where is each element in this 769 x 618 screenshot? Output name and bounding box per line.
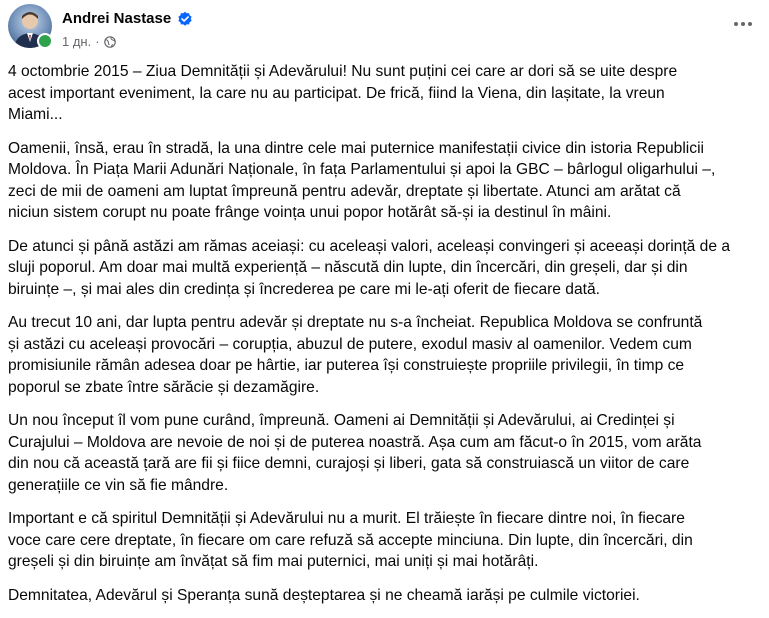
more-options-icon xyxy=(734,22,738,26)
post-header xyxy=(8,4,769,56)
author-avatar[interactable] xyxy=(8,4,52,48)
post-timestamp[interactable]: 1 дн. xyxy=(62,34,92,49)
more-options-button[interactable] xyxy=(729,14,757,34)
post-meta xyxy=(62,34,116,49)
more-options-icon-dot xyxy=(748,22,752,26)
post-paragraph: Au trecut 10 ani, dar lupta pentru adevăr și dreptate nu s-a încheiat. Republica Moldova se confruntă și astăzi cu aceleași provocări – corupția, abuzul de putere, exodul masiv al oamenilor. Vedem cum promisiunile rămân adesea doar pe hârtie, iar puterea își construiește propriile privilegii, în timp ce poporul se zbate între sărăcie și dezamăgire. xyxy=(8,314,703,396)
meta-separator: · xyxy=(95,34,100,49)
globe-icon[interactable] xyxy=(104,36,116,48)
verified-badge-icon xyxy=(177,11,193,27)
post-paragraph: Un nou început îl vom pune curând, împreună. Oameni ai Demnității și Adevărului, ai Credinței și Curajului – Moldova are nevoie de noi și de puterea noastră. Așa cum am făcut-o în 2015, vom arăta din nou că această țară are fii și fiice demni, curajoși și liberi, gata să construiască un viitor de care generațiile ce vin să fie mândre. xyxy=(8,412,702,494)
post-paragraph: Important e că spiritul Demnității și Adevărului nu a murit. El trăiește în fiecare dintre noi, în fiecare voce care cere dreptate, în fiecare om care refuză să accepte minciuna. Din lupte, din încercări, din greșeli și din biruințe am învățat să fim mai puternici, mai uniți și mai hotărâți. xyxy=(8,510,693,570)
online-status-indicator xyxy=(37,33,53,49)
post-body xyxy=(8,61,763,618)
more-options-icon-dot xyxy=(741,22,745,26)
post-paragraph: Demnitatea, Adevărul și Speranța sună deșteptarea și ne cheamă iarăși pe culmile victoriei. xyxy=(8,586,640,604)
author-line xyxy=(62,10,193,27)
post-paragraph: De atunci și până astăzi am rămas aceiași: cu aceleași valori, aceleași convingeri și aceeași dorință de a sluji poporul. Am doar mai multă experiență – născută din lupte, din încercări, din greșeli, dar și din biruințe –, și mai ales din credința și încrederea pe care mi le-ați oferit de fiecare dată. xyxy=(8,237,731,298)
post-paragraph: Oamenii, însă, erau în stradă, la una dintre cele mai puternice manifestații civice din istoria Republicii Moldova. În Piața Marii Adunări Naționale, în fața Parlamentului și apoi la GBC – bârlogul oligarhului –, zeci de mii de oameni am luptat împreună pentru adevăr, dreptate și libertate. Atunci am arătat că niciun sistem corupt nu poate frânge voința unui popor hotărât să-și ia destinul în mâini. xyxy=(8,139,716,221)
post-paragraph: 4 octombrie 2015 – Ziua Demnității și Adevărului! Nu sunt puțini cei care ar dori să se uite despre acest important eveniment, la care nu au participat. De frică, fiind la Viena, din lașitate, la vreun Miami... xyxy=(8,63,678,123)
author-name[interactable]: Andrei Nastase xyxy=(62,10,172,27)
